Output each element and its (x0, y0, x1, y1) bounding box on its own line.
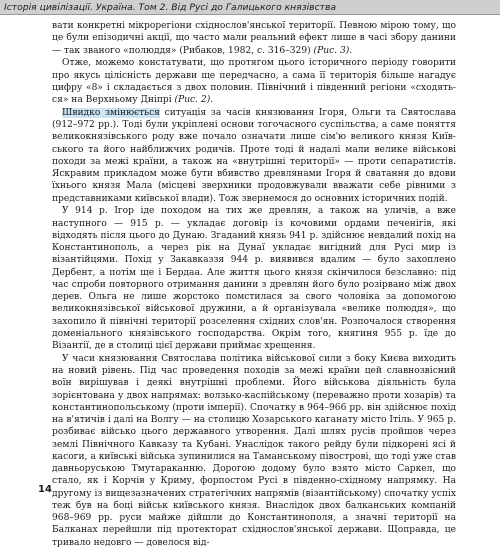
paragraph (52, 205, 456, 352)
paragraph (52, 107, 456, 205)
body-text (52, 20, 456, 549)
running-header: Історія цивілізації. Україна. Том 2. Від Русі до Галицького князівства (0, 0, 500, 15)
text-run: . (349, 45, 353, 56)
paragraph (52, 57, 456, 106)
text-run: ситуація за часів князювання Ігоря, Ольги та Святослава (912–972 рр.). Тоді були укріплені основи тогочасного суспільства, а саме поняття великокнязівського роду вже почало означати лише сім'ю великого князя Київського та його найближчих родичів. Проте тоді й надалі мали велике військові походи за межі країни, а також на «внутрішні території» — проти сепаратистів. Яскравим прикладом може бути вбивство древлянами Ігоря й сватання до вдови їхнього князя Мала (місцеві зверхники продовжували вважати себе рівними з представниками київської влади). Тож звернемося до основних історичних подій. (52, 107, 457, 204)
text-run: . (210, 95, 214, 105)
text-run: У 914 р. Ігор іде походом на тих же древлян, а також на уличів, а вже наступного — 915 р. — укладає договір із кочовими ордами печенігів, які відходять після цього до Дунаю. Згаданий князь 941 р. здійснює невдалий похід на Константинополь, а через рік на Дунаї укладає вигідний для Русі мир із візантійцями. Похід у Закавказзя 944 р. виявився вдалим — було захоплено Дербент, а потім ще і Бердаа. Але життя цього князя скінчилося безславно: під час спроби повторного отримання данини з древлян його було розірвано між двох дерев. Ольга не лише жорстоко помстилася за свого чоловіка за допомогою великокнязівської військової дружини, а й організувала «велике полюддя», що захопило й північні території розселення східних слов'ян. Розпочалося створення доменіального князівського господарства. Окрім того, княгиня 955 р. їде до Візантії, де в столиці цієї держави приймає хрещення. (52, 206, 456, 351)
text-run: вати конкретні мікрорегіони східнослов'янської території. Певною мірою тому, що це були епізодичні акції, що часто мали реальний ефект лише в часі збору данини — так званого «полюддя» (Рибаков, 1982, с. 316–329) (52, 21, 456, 56)
figure-reference[interactable]: (Рис. 3) (313, 45, 350, 56)
text-run: У часи князювання Святослава політика військової сили з боку Києва виходить на новий рівень. Під час проведення походів за межі країни цей славнозвісний воїн вирішував і деякі внутрішні проблеми. Його військова діяльність була зорієнтована у двох напрямах: волзько-каспійському (переважно проти хозарів) та константинопольському (проти імперії). Спочатку в 964–966 рр. він здійснює похід на в'ятичів і далі на Волгу — на столицю Хозарського каганату місто Ітіль. У 965 р. розбиває військо цього державного утворення. Далі шлях русів пройшов через землі Північного Кавказу та Кубані. Унаслідок такого рейду були підкорені ясі й касоги, а київські війська зупинилися на Таманському півострові, що тоді уже став давньоруською Тмутараканню. Дорогою додому було взято місто Саркел, що стало, як і Корчів у Криму, форпостом Русі в південно-східному напрямку. На другому із вищезазначених стратегічних напрямів (візантійському) спочатку успіх теж був на боці військ київського князя. Внаслідок двох балканських компаній 968–969 рр. руси майже дійшли до Константинополя, а значні території на Балканах перейшли під протекторат східнослов'янської держави. Щоправда, це тривало недовго — довелося від- (52, 353, 456, 548)
highlighted-text[interactable]: Швидко змінюється (62, 107, 160, 118)
figure-reference[interactable]: (Рис. 2) (174, 95, 211, 105)
page-number: 14 (38, 484, 52, 495)
text-run: Отже, можемо констатувати, що протягом цього історичного періоду говорити про якусь цілісність держави ще передчасно, а сама її територія більше нагадує цифру «8» і складається з двох половин. Північний і південний регіони «сходяться» на Верхньому Дніпрі (52, 58, 456, 105)
paragraph (52, 353, 456, 549)
paragraph (52, 20, 456, 57)
